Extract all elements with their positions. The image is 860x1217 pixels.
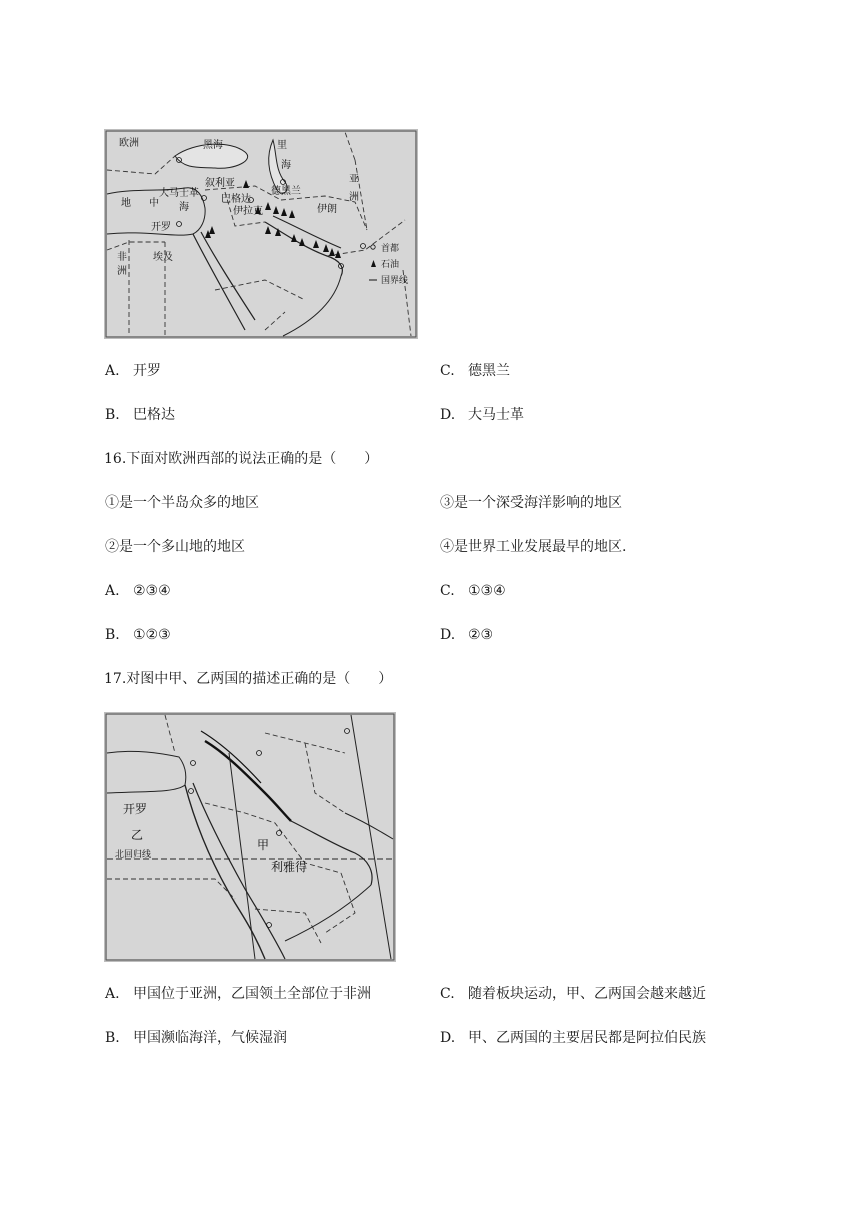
legend-border: 国界线 <box>381 276 409 286</box>
middle-east-map <box>104 129 418 339</box>
label-africa-1: 非 <box>117 252 127 263</box>
q16-statement-4: ④是世界工业发展最早的地区. <box>440 539 627 555</box>
q16-option-d-text: ②③ <box>468 627 494 643</box>
q16-option-a-letter: A. <box>105 583 120 599</box>
label-black-sea: 黑海 <box>203 140 223 151</box>
q17-option-b[interactable] <box>105 1029 287 1047</box>
label-jia: 甲 <box>257 838 270 852</box>
q16-option-c[interactable] <box>440 582 506 600</box>
q17-option-d-letter: D. <box>440 1030 456 1046</box>
q15-option-a-letter: A. <box>105 363 120 379</box>
label-yi: 乙 <box>131 828 144 842</box>
label-europe: 欧洲 <box>119 138 139 149</box>
q17-option-d[interactable] <box>440 1029 706 1047</box>
legend-capital-symbol <box>371 245 375 249</box>
q15-option-c-letter: C. <box>440 363 455 379</box>
label-med-1: 地 <box>121 198 131 209</box>
middle-east-map-drawing <box>105 130 417 338</box>
q16-option-d[interactable] <box>440 626 493 644</box>
q17-option-c-text: 随着板块运动，甲、乙两国会越来越近 <box>468 986 706 1002</box>
legend-oil-symbol <box>371 260 376 267</box>
q17-option-b-letter: B. <box>105 1030 120 1046</box>
label-iraq: 伊拉克 <box>233 206 263 217</box>
q17-option-b-text: 甲国濒临海洋，气候湿润 <box>133 1030 287 1046</box>
q16-statement-3: ③是一个深受海洋影响的地区 <box>440 495 622 511</box>
label-asia-1: 亚 <box>349 174 359 185</box>
q16-stem: 16.下面对欧洲西部的说法正确的是（ ） <box>104 451 379 467</box>
label-baghdad: 巴格达 <box>221 194 251 205</box>
q16-option-a-text: ②③④ <box>133 583 171 599</box>
map-legend <box>369 242 408 286</box>
label-syria: 叙利亚 <box>205 178 235 189</box>
label-med-2: 中 <box>149 198 159 209</box>
q16-option-c-letter: C. <box>440 583 455 599</box>
q17-option-c-letter: C. <box>440 986 455 1002</box>
label-africa-2: 洲 <box>117 266 127 277</box>
q17-option-d-text: 甲、乙两国的主要居民都是阿拉伯民族 <box>468 1030 706 1046</box>
label-egypt: 埃及 <box>153 252 173 263</box>
label-med-3: 海 <box>179 202 189 213</box>
q15-option-c-text: 德黑兰 <box>468 363 510 379</box>
label-asia-2: 洲 <box>349 192 359 203</box>
q15-option-c[interactable] <box>440 362 510 380</box>
label-iran: 伊朗 <box>317 204 337 215</box>
q17-option-a-letter: A. <box>105 986 120 1002</box>
q16-option-a[interactable] <box>105 582 171 600</box>
q16-option-b[interactable] <box>105 626 171 644</box>
label-tropic: 北回归线 <box>115 850 152 860</box>
q15-option-d[interactable] <box>440 406 524 424</box>
label-riyadh: 利雅得 <box>271 860 308 874</box>
label-cairo-q17: 开罗 <box>123 802 148 816</box>
label-caspian-1: 里 <box>277 140 287 151</box>
q17-option-a-text: 甲国位于亚洲，乙国领土全部位于非洲 <box>133 986 371 1002</box>
q16-option-b-letter: B. <box>105 627 120 643</box>
q15-option-d-letter: D. <box>440 407 456 423</box>
arabia-map <box>104 712 396 962</box>
q17-stem: 17.对图中甲、乙两国的描述正确的是（ ） <box>104 671 393 687</box>
legend-capital: 首都 <box>381 244 400 254</box>
q15-option-b-text: 巴格达 <box>133 407 175 423</box>
arabia-map-drawing <box>105 713 395 961</box>
q16-statement-2: ②是一个多山地的地区 <box>105 539 245 555</box>
q15-option-d-text: 大马士革 <box>468 407 524 423</box>
q15-option-a-text: 开罗 <box>133 363 161 379</box>
q15-option-a[interactable] <box>105 362 161 380</box>
q17-option-a[interactable] <box>105 985 371 1003</box>
label-damascus: 大马士革 <box>159 188 199 199</box>
label-caspian-2: 海 <box>281 160 291 171</box>
q15-option-b-letter: B. <box>105 407 120 423</box>
legend-oil: 石油 <box>381 260 400 270</box>
q15-option-b[interactable] <box>105 406 175 424</box>
q17-option-c[interactable] <box>440 985 706 1003</box>
q16-option-c-text: ①③④ <box>468 583 506 599</box>
q16-option-d-letter: D. <box>440 627 456 643</box>
q16-option-b-text: ①②③ <box>133 627 171 643</box>
q16-statement-1: ①是一个半岛众多的地区 <box>105 495 259 511</box>
label-tehran: 德黑兰 <box>271 186 301 197</box>
label-cairo: 开罗 <box>151 222 171 233</box>
